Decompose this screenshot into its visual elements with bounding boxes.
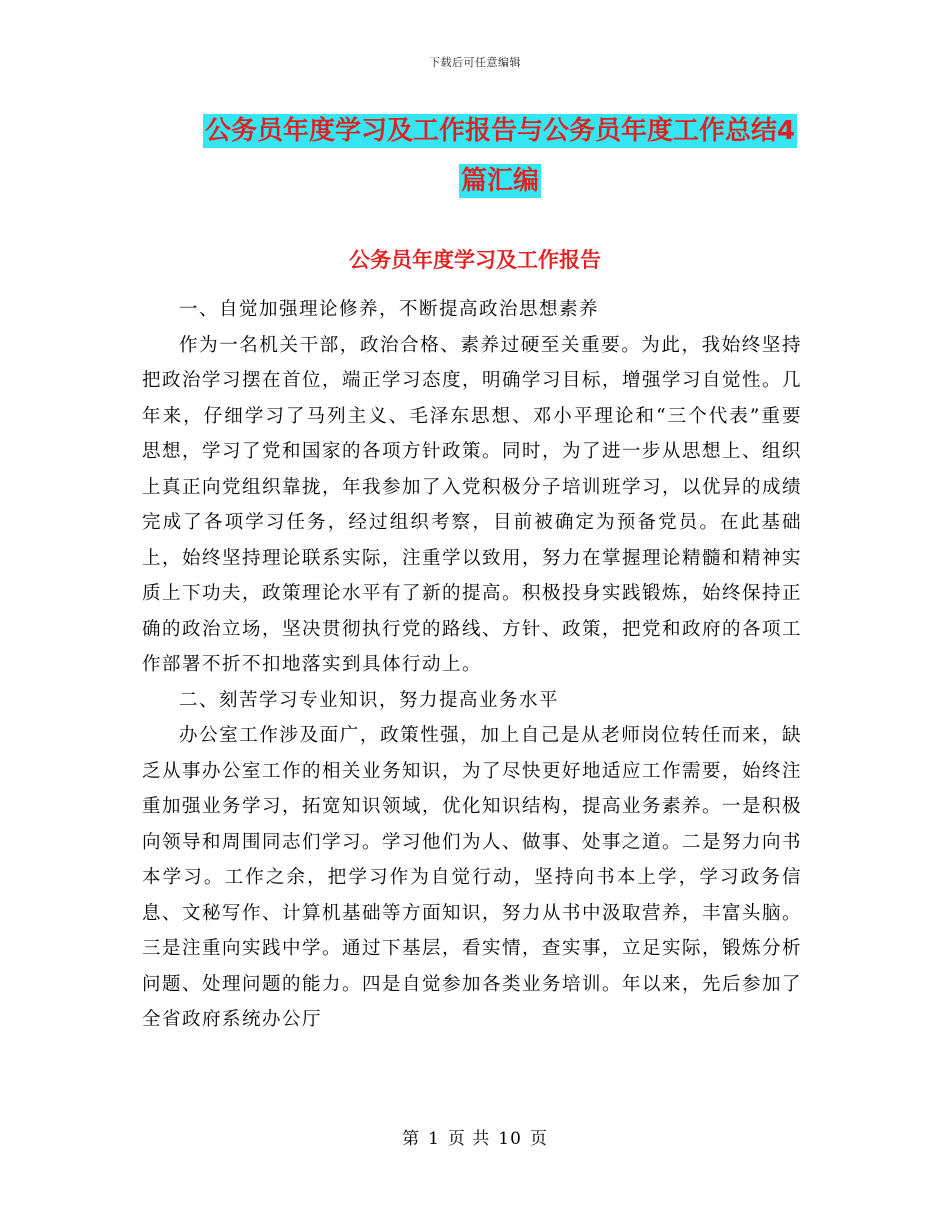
document-title-line-1: 公务员年度学习及工作报告与公务员年度工作总结4	[204, 116, 796, 146]
page-number: 1	[428, 1129, 440, 1149]
header-note: 下载后可任意编辑	[429, 56, 521, 69]
footer-prefix: 第	[402, 1129, 421, 1149]
section-title: 公务员年度学习及工作报告	[349, 248, 601, 272]
paragraph-1: 作为一名机关干部，政治合格、素养过硬至关重要。为此，我始终坚持把政治学习摆在首位，端正学习态度，明确学习目标，增强学习自觉性。几年来，仔细学习了马列主义、毛泽东思想、邓小平理论和“三个代表”重要思想，学习了党和国家的各项方针政策。同时，为了进一步从思想上、组织上真正向党组织靠拢，年我参加了入党积极分子培训班学习，以优异的成绩完成了各项学习任务，经过组织考察，目前被确定为预备党员。在此基础上，始终坚持理论联系实际，注重学以致用，努力在掌握理论精髓和精神实质上下功夫，政策理论水平有了新的提高。积极投身实践锻炼，始终保持正确的政治立场，坚决贯彻执行党的路线、方针、政策，把党和政府的各项工作部署不折不扣地落实到具体行动上。	[142, 334, 803, 675]
document-title	[140, 106, 860, 206]
paragraph-2: 办公室工作涉及面广，政策性强，加上自己是从老师岗位转任而来，缺乏从事办公室工作的相关业务知识，为了尽快更好地适应工作需要，始终注重加强业务学习，拓宽知识领域，优化知识结构，提高业务素养。一是积极向领导和周围同志们学习。学习他们为人、做事、处事之道。二是努力向书本学习。工作之余，把学习作为自觉行动，坚持向书本上学，学习政务信息、文秘写作、计算机基础等方面知识，努力从书中汲取营养，丰富头脑。三是注重向实践中学。通过下基层，看实情，查实事，立足实际，锻炼分析问题、处理问题的能力。四是自觉参加各类业务培训。年以来，先后参加了全省政府系统办公厅	[142, 725, 803, 1030]
heading-2: 二、刻苦学习专业知识，努力提高业务水平	[179, 689, 560, 711]
page-total: 10	[498, 1129, 522, 1149]
footer-middle: 页 共	[447, 1129, 491, 1149]
document-title-line-2: 篇汇编	[460, 166, 539, 196]
heading-1: 一、自觉加强理论修养，不断提高政治思想素养	[179, 299, 600, 320]
page-footer	[0, 1124, 950, 1149]
body-text	[142, 292, 802, 1038]
footer-suffix: 页	[529, 1129, 548, 1149]
